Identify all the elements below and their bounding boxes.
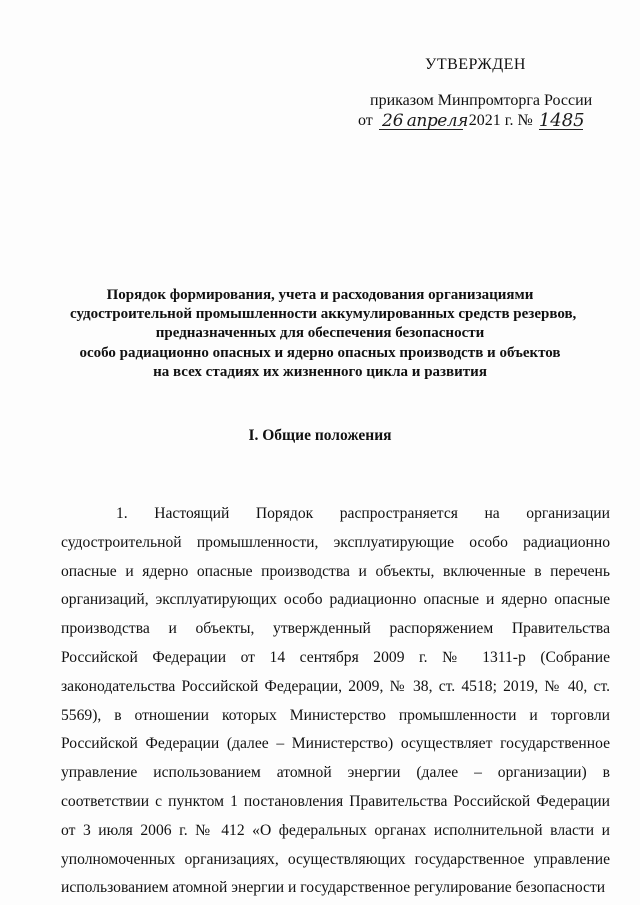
title-line: предназначенных для обеспечения безопасности (155, 325, 485, 342)
title-line: Порядок формирования, учета и расходования организациями (106, 287, 534, 303)
handwritten-day: 26 (379, 113, 407, 130)
title-line: на всех стадиях их жизненного цикла и развития (153, 363, 487, 380)
date-prefix: от (358, 112, 373, 129)
title-line: судостроительной промышленности аккумулированных средств резервов, (70, 306, 577, 323)
order-date-line (358, 112, 583, 130)
handwritten-order-number: 1485 (538, 110, 585, 131)
date-year-label: 2021 г. № (468, 112, 533, 129)
handwritten-month: апреля (406, 111, 468, 131)
approval-stamp: УТВЕРЖДЕН (425, 56, 526, 73)
section-heading: I. Общие положения (248, 427, 392, 444)
document-title (70, 286, 577, 382)
paragraph-1: 1. Настоящий Порядок распространяется на организации судостроительной промышленности, эксплуатирующие особо радиационно опасные и ядерно опасные производства и объекты, включенные в перечень организаций, эксплуатирующих особо радиационно опасные и ядерно опасные производства и объекты, утвержденный распоряжением Правительства Российской Федерации от 14 сентября 2009 г. № 1311-р (Собрание законодательства Российской Федерации, 2009, № 38, ст. 4518; 2019, № 40, ст. 5569), в отношении которых Министерство промышленности и торговли Российской Федерации (далее – Министерство) осуществляет государственное управление использованием атомной энергии (далее – организации) в соответствии с пунктом 1 постановления Правительства Российской Федерации от 3 июля 2006 г. № 412 «О федеральных органах исполнительной власти и уполномоченных организациях, осуществляющих государственное управление использованием атомной энергии и государственное регулирование безопасности (61, 505, 610, 897)
order-reference: приказом Минпромторга России (370, 92, 593, 109)
title-line: особо радиационно опасных и ядерно опасных производств и объектов (79, 344, 561, 361)
